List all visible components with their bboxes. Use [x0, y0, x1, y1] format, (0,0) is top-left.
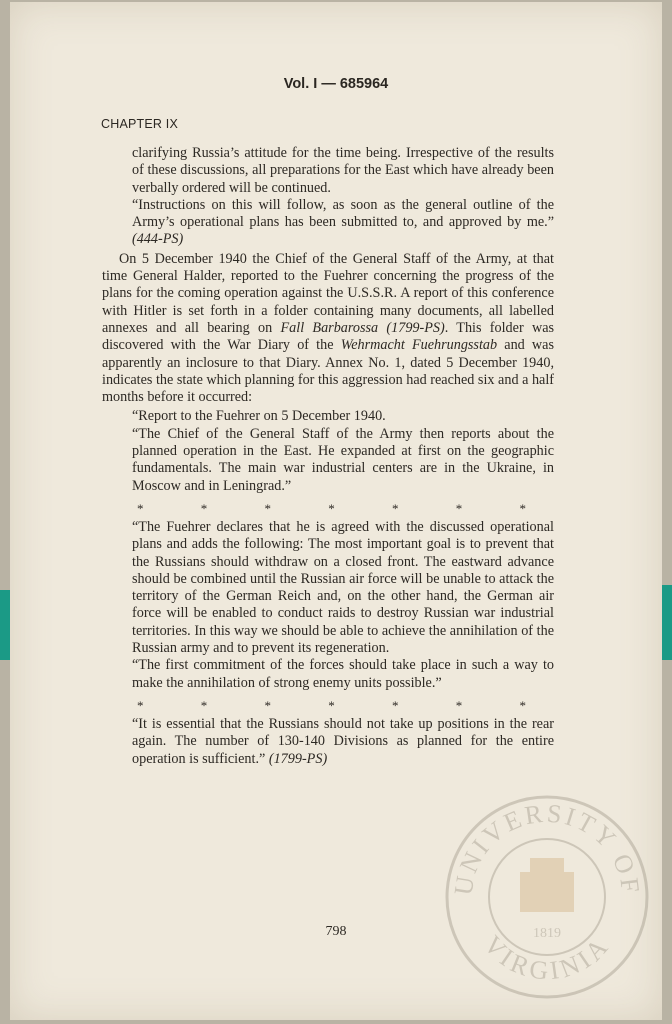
quote3-paragraph-2: “The first commitment of the forces should take place in such a way to make the annihilation of strong enemy units possible.” — [132, 657, 554, 691]
university-seal-watermark — [442, 792, 652, 1002]
quote-block-3 — [102, 519, 554, 692]
narrative-paragraph: On 5 December 1940 the Chief of the General Staff of the Army, at that time General Halder, reported to the Fuehrer concerning the progress of the plans for the coming operation against the U.S.S.R. A report of this conference with Hitler is set forth in a folder containing many documents, all labelled annexes and all bearing on Fall Barbarossa (1799-PS). This folder was discovered with the War Diary of the Wehrmacht Fuehrungsstab and was apparently an inclosure to that Diary. Annex No. 1, dated 5 December 1940, indicates the state which planning for this aggression had reached six and a half months before it occurred: — [102, 250, 555, 406]
page-edge-tab-right — [662, 585, 672, 660]
quote4-paragraph: “It is essential that the Russians should not take up positions in the rear again. The number of 130-140 Divisions as planned for the entire operation is sufficient.” (1799-PS) — [132, 715, 554, 767]
page-header: Vol. I — 685964 — [283, 76, 389, 92]
quote-block-2 — [102, 408, 554, 494]
svg-text:UNIVERSITY OF: UNIVERSITY OF — [448, 798, 646, 898]
citation: (444-PS) — [132, 231, 184, 248]
citation: (1799-PS) — [268, 750, 328, 767]
quote1-paragraph-2: “Instructions on this will follow, as soon as the general outline of the Army’s operational plans has been submitted to, and approved by me.” (444-PS) — [132, 196, 554, 248]
italic-term: Wehrmacht Fuehrungsstab — [340, 337, 498, 354]
quote1-paragraph-1: clarifying Russia’s attitude for the time being. Irrespective of the results of these discussions, all preparations for the East which have already been verbally ordered will be continued. — [132, 145, 554, 196]
page-edge-tab-left — [0, 590, 10, 660]
quote-block-1 — [102, 145, 554, 249]
document-page — [10, 2, 662, 1020]
page-number: 798 — [325, 924, 347, 939]
svg-text:1819: 1819 — [533, 926, 561, 941]
quote-block-4 — [102, 716, 554, 768]
svg-text:VIRGINIA: VIRGINIA — [478, 929, 616, 986]
quote2-paragraph-1: “Report to the Fuehrer on 5 December 1940. — [132, 408, 386, 425]
quote3-paragraph-1: “The Fuehrer declares that he is agreed with the discussed operational plans and adds the following: The most important goal is to prevent that the Russians should withdraw on a closed front. The eastward advance should be combined until the Russian air force will be unable to attack the territory of the German Reich and, on the other hand, the German air force will be enabled to conduct raids to destroy Russian war industrial territories. In this way we should be able to achieve the annihilation of the Russian army and to prevent its regeneration. — [132, 518, 554, 657]
chapter-heading: CHAPTER IX — [101, 117, 179, 131]
body-text — [102, 145, 554, 768]
quote2-paragraph-2: “The Chief of the General Staff of the Army then reports about the planned operation in the East. He expanded at first on the geographic fundamentals. The main war industrial centers are in the Ukraine, in Moscow and in Leningrad.” — [132, 425, 554, 494]
ellipsis-stars: * * * * * * * — [137, 500, 526, 516]
ellipsis-stars: * * * * * * * — [137, 697, 526, 713]
italic-term: Fall Barbarossa — [280, 319, 379, 336]
citation: (1799-PS) — [386, 319, 445, 336]
